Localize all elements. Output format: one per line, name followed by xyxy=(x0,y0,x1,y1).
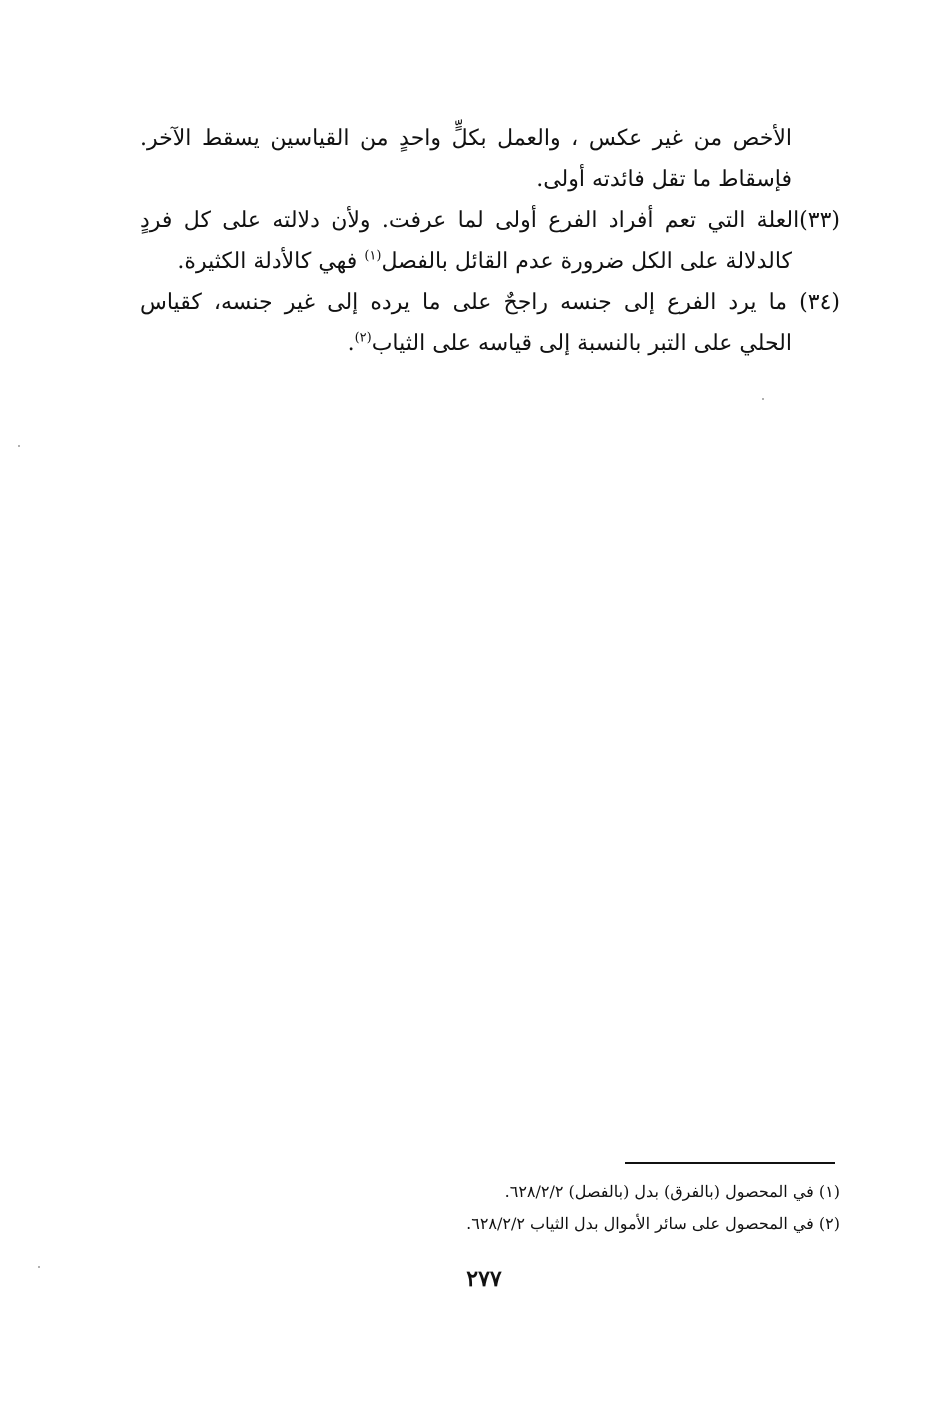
scan-speck xyxy=(18,445,20,447)
main-text xyxy=(140,118,840,364)
text-line: (٣٤) ما يرد الفرع إلى جنسه راجحٌ على ما يرده إلى غير جنسه، كقياس xyxy=(140,290,840,315)
paragraph-continuation xyxy=(140,118,840,200)
page-number: ٢٧٧ xyxy=(466,1266,502,1292)
scan-speck xyxy=(762,398,764,400)
footnotes xyxy=(300,1176,840,1240)
footnote-reference[interactable]: (١) xyxy=(364,248,382,264)
footnote-reference[interactable]: (٢) xyxy=(354,330,372,346)
footnote-item: (٢) في المحصول على سائر الأموال بدل الثياب ٦٢٨/٢/٢. xyxy=(466,1214,840,1233)
text-segment: الحلي على التبر بالنسبة إلى قياسه على الثياب xyxy=(371,331,792,356)
text-segment: كالدلالة على الكل ضرورة عدم القائل بالفصل xyxy=(381,249,792,274)
scan-speck xyxy=(38,1266,40,1268)
text-line: (٣٣)العلة التي تعم أفراد الفرع أولى لما عرفت. ولأن دلالته على كل فردٍ xyxy=(140,208,840,233)
footnote-divider xyxy=(625,1162,835,1164)
text-segment: . xyxy=(347,331,355,356)
text-line xyxy=(140,323,840,364)
text-segment: فهي كالأدلة الكثيرة. xyxy=(177,249,365,274)
paragraph-33 xyxy=(140,200,840,282)
text-line: الأخص من غير عكس ، والعمل بكلٍّ واحدٍ من القياسين يسقط الآخر. xyxy=(140,126,792,151)
footnote-item: (١) في المحصول (بالفرق) بدل (بالفصل) ٦٢٨/٢/٢. xyxy=(504,1182,840,1201)
text-line xyxy=(140,241,840,282)
paragraph-34 xyxy=(140,282,840,364)
text-line: فإسقاط ما تقل فائدته أولى. xyxy=(536,167,792,192)
